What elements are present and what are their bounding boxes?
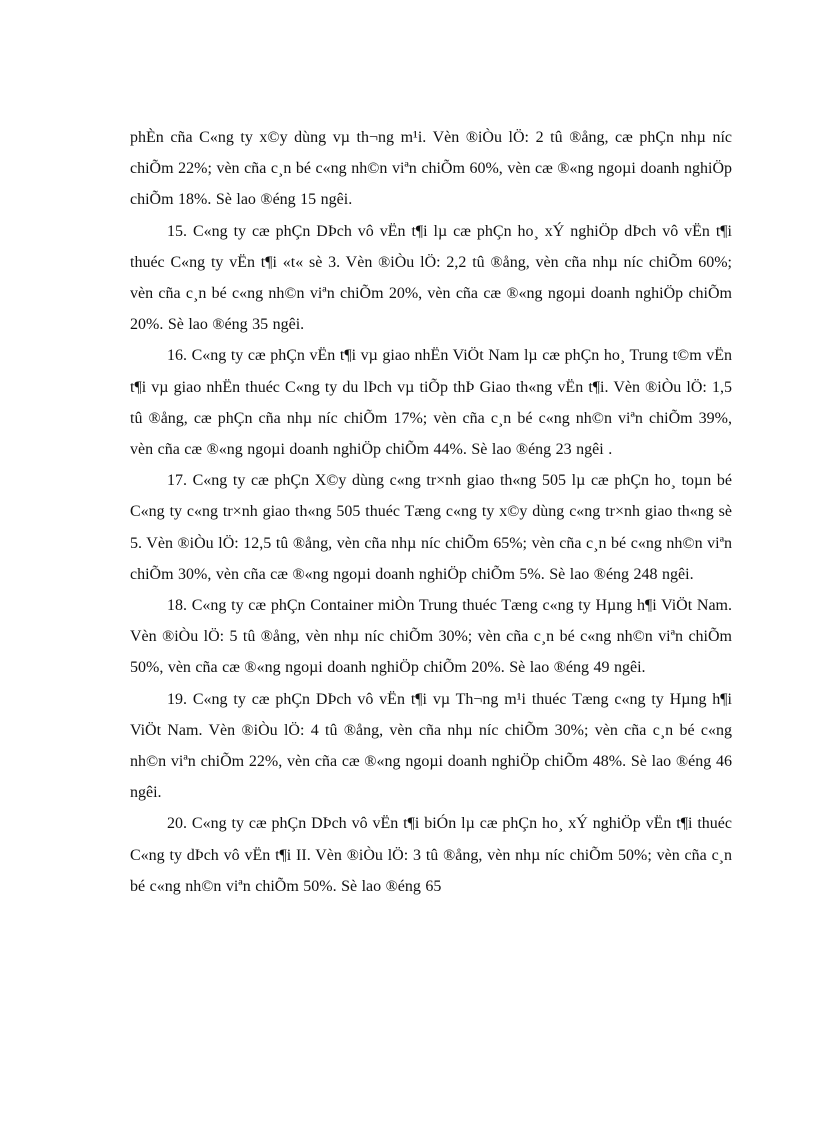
paragraph-item-20: 20. C«ng ty cæ phÇn DÞch vô vËn t¶i biÓn lµ cæ phÇn ho¸ xÝ nghiÖp vËn t¶i thuéc C«ng ty dÞch vô vËn t¶i II. Vèn ®iÒu lÖ: 3 tû ®ång, vèn nhµ níc chiÕm 50%; vèn cña c¸n bé c«ng nh©n viªn chiÕm 50%. Sè lao ®éng 65 xyxy=(130,815,732,895)
paragraph-item-19: 19. C«ng ty cæ phÇn DÞch vô vËn t¶i vµ Th¬ng m¹i thuéc Tæng c«ng ty Hµng h¶i ViÖt Nam. Vèn ®iÒu lÖ: 4 tû ®ång, vèn cña nhµ níc chiÕm 30%; vèn cña c¸n bé c«ng nh©n viªn chiÕm 22%, vèn cña cæ ®«ng ngoµi doanh nghiÖp chiÕm 48%. Sè lao ®éng 46 ngêi. xyxy=(130,690,732,802)
body-text xyxy=(130,122,732,902)
paragraph-continuation: phÈn cña C«ng ty x©y dùng vµ th¬ng m¹i. Vèn ®iÒu lÖ: 2 tû ®ång, cæ phÇn nhµ níc chiÕm 22%; vèn cña c¸n bé c«ng nh©n viªn chiÕm 60%, vèn cæ ®«ng ngoµi doanh nghiÖp chiÕm 18%. Sè lao ®éng 15 ngêi. xyxy=(130,129,732,209)
paragraph-item-17: 17. C«ng ty cæ phÇn X©y dùng c«ng tr×nh giao th«ng 505 lµ cæ phÇn ho¸ toµn bé C«ng ty c«ng tr×nh giao th«ng 505 thuéc Tæng c«ng ty x©y dùng c«ng tr×nh giao th«ng sè 5. Vèn ®iÒu lÖ: 12,5 tû ®ång, vèn cña nhµ níc chiÕm 65%; vèn cña c¸n bé c«ng nh©n viªn chiÕm 30%, vèn cña cæ ®«ng ngoµi doanh nghiÖp chiÕm 5%. Sè lao ®éng 248 ngêi. xyxy=(130,472,732,583)
paragraph-item-18: 18. C«ng ty cæ phÇn Container miÒn Trung thuéc Tæng c«ng ty Hµng h¶i ViÖt Nam. Vèn ®iÒu lÖ: 5 tû ®ång, vèn nhµ níc chiÕm 30%; vèn cña c¸n bé c«ng nh©n viªn chiÕm 50%, vèn cña cæ ®«ng ngoµi doanh nghiÖp chiÕm 20%. Sè lao ®éng 49 ngêi. xyxy=(130,597,732,677)
paragraph-item-15: 15. C«ng ty cæ phÇn DÞch vô vËn t¶i lµ cæ phÇn ho¸ xÝ nghiÖp dÞch vô vËn t¶i thuéc C«ng ty vËn t¶i «t« sè 3. Vèn ®iÒu lÖ: 2,2 tû ®ång, vèn cña nhµ níc chiÕm 60%; vèn cña c¸n bé c«ng nh©n viªn chiÕm 20%, vèn cña cæ ®«ng ngoµi doanh nghiÖp chiÕm 20%. Sè lao ®éng 35 ngêi. xyxy=(130,222,732,334)
paragraph-item-16: 16. C«ng ty cæ phÇn vËn t¶i vµ giao nhËn ViÖt Nam lµ cæ phÇn ho¸ Trung t©m vËn t¶i vµ giao nhËn thuéc C«ng ty du lÞch vµ tiÕp thÞ Giao th«ng vËn t¶i. Vèn ®iÒu lÖ: 1,5 tû ®ång, cæ phÇn cña nhµ níc chiÕm 17%; vèn cña c¸n bé c«ng nh©n viªn chiÕm 39%, vèn cña cæ ®«ng ngoµi doanh nghiÖp chiÕm 44%. Sè lao ®éng 23 ngêi . xyxy=(130,347,732,459)
